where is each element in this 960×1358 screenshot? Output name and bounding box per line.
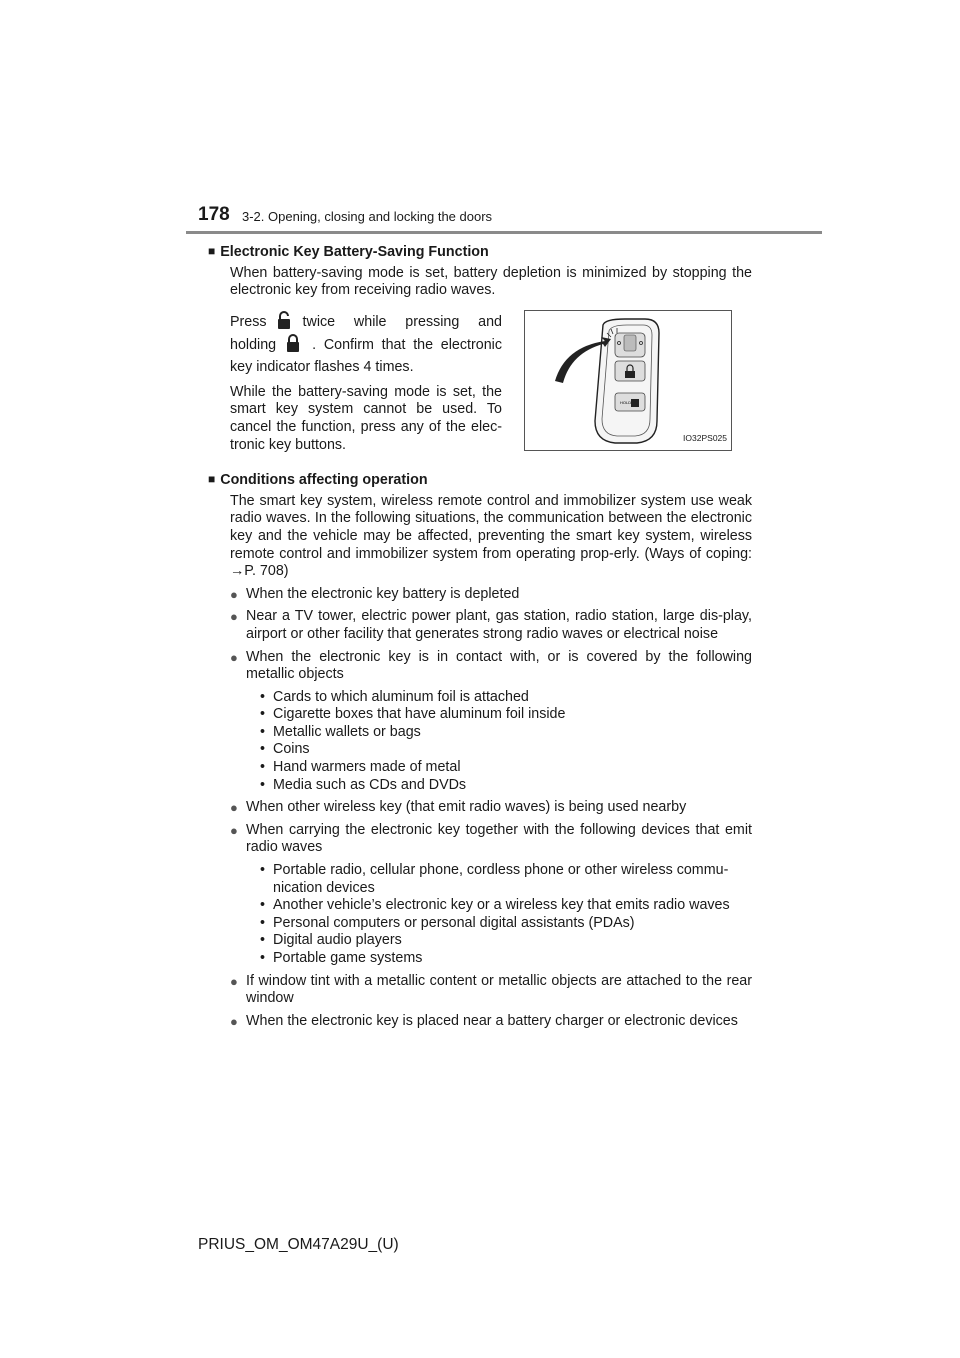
- condition-sublist: [208, 862, 752, 968]
- sub-list-text: Hand warmers made of metal: [273, 759, 461, 776]
- sub-list-text: Coins: [273, 741, 310, 758]
- small-bullet-icon: •: [260, 862, 266, 879]
- round-bullet-icon: ●: [230, 973, 238, 989]
- section-title: 3-2. Opening, closing and locking the doors: [242, 209, 493, 224]
- footer-doc-code: PRIUS_OM_OM47A29U_(U): [198, 1236, 399, 1253]
- small-bullet-icon: •: [260, 897, 266, 914]
- sub-list-text: Digital audio players: [273, 932, 402, 949]
- sub-list-item: [260, 759, 752, 777]
- battery-saving-intro: When battery-saving mode is set, battery depletion is minimized by stopping the electronic key from receiving radio waves.: [230, 264, 752, 299]
- condition-item: [230, 1013, 752, 1031]
- small-bullet-icon: •: [260, 741, 266, 758]
- small-bullet-icon: •: [260, 688, 266, 705]
- small-bullet-icon: •: [260, 776, 266, 793]
- condition-item: [230, 586, 752, 604]
- condition-item: [230, 649, 752, 684]
- conditions-section: [208, 472, 752, 1030]
- condition-item: [230, 973, 752, 1008]
- small-bullet-icon: •: [260, 914, 266, 931]
- sub-list-item: [260, 777, 752, 795]
- sub-list-text: Another vehicle’s electronic key or a wireless key that emits radio waves: [273, 897, 730, 914]
- sub-list-item: [260, 689, 752, 707]
- page-content: [208, 244, 752, 1030]
- condition-text: When the electronic key battery is depleted: [246, 585, 520, 602]
- hold-label: HOLD: [620, 399, 632, 405]
- battery-saving-note: While the battery-saving mode is set, the smart key system cannot be used. To cancel the function, press any of the elec-tronic key buttons.: [230, 383, 502, 453]
- page-number: 178: [198, 204, 230, 225]
- sub-list-item: [260, 706, 752, 724]
- figure-code: IO32PS025: [683, 433, 727, 444]
- sub-list-text: Portable game systems: [273, 950, 423, 966]
- condition-sublist: [208, 689, 752, 795]
- sub-list-item: [260, 741, 752, 759]
- sub-list-text: Metallic wallets or bags: [273, 723, 421, 740]
- electronic-key-illustration: [525, 311, 731, 450]
- instruction-text: Press twice while pressing and holding . Confirm that the electronic key indicator flashes 4 times.: [230, 310, 502, 378]
- sub-list-text: Cards to which aluminum foil is attached: [273, 688, 529, 705]
- sub-list-text: Personal computers or personal digital assistants (PDAs): [273, 914, 635, 931]
- square-bullet-icon: ■: [208, 472, 216, 487]
- condition-item: [230, 822, 752, 857]
- unlock-icon: [275, 310, 295, 330]
- key-figure: [524, 310, 732, 451]
- sub-list-text: Cigarette boxes that have aluminum foil inside: [273, 706, 566, 723]
- condition-item: [230, 799, 752, 817]
- condition-text: When carrying the electronic key together with the following devices that emit radio waves: [246, 821, 752, 856]
- sub-list-item: [260, 915, 752, 933]
- lock-icon: [284, 333, 304, 353]
- round-bullet-icon: ●: [230, 649, 238, 665]
- small-bullet-icon: •: [260, 950, 266, 966]
- small-bullet-icon: •: [260, 759, 266, 776]
- sub-list-text: Media such as CDs and DVDs: [273, 776, 467, 793]
- small-bullet-icon: •: [260, 932, 266, 949]
- sub-list-item: [260, 724, 752, 742]
- conditions-heading: ■ Conditions affecting operation: [208, 472, 428, 489]
- square-bullet-icon: ■: [208, 244, 216, 258]
- small-bullet-icon: •: [260, 706, 266, 723]
- condition-text: If window tint with a metallic content or metallic objects are attached to the rear window: [246, 972, 752, 1007]
- condition-text: When the electronic key is in contact with, or is covered by the following metallic objects: [246, 648, 752, 683]
- condition-text: When the electronic key is placed near a battery charger or electronic devices: [246, 1012, 738, 1029]
- conditions-list: [208, 586, 752, 1031]
- sub-list-item: [260, 897, 752, 915]
- sub-list-item: [260, 862, 752, 897]
- sub-list-text: Portable radio, cellular phone, cordless phone or other wireless commu-nication devices: [273, 862, 729, 896]
- sub-list-item: [260, 950, 752, 968]
- round-bullet-icon: ●: [230, 1013, 238, 1029]
- battery-saving-instructions: [230, 310, 502, 460]
- round-bullet-icon: ●: [230, 822, 238, 838]
- conditions-intro: The smart key system, wireless remote control and immobilizer system use weak radio waves. In the following situations, the communication between the electronic key and the vehicle may be affected, preventing the smart key system, wireless remote control and immobilizer system from operating prop-erly. (Ways of coping: →P. 708): [230, 492, 752, 580]
- condition-text: When other wireless key (that emit radio waves) is being used nearby: [246, 799, 687, 816]
- battery-saving-row: [230, 310, 752, 460]
- round-bullet-icon: ●: [230, 609, 238, 625]
- condition-item: [230, 608, 752, 643]
- battery-saving-heading: ■ Electronic Key Battery-Saving Function: [208, 244, 489, 260]
- sub-list-item: [260, 932, 752, 950]
- header-rule: [186, 231, 822, 234]
- round-bullet-icon: ●: [230, 586, 238, 602]
- condition-text: Near a TV tower, electric power plant, gas station, radio station, large dis-play, airport or other facility that generates strong radio waves or electrical noise: [246, 608, 752, 642]
- round-bullet-icon: ●: [230, 800, 238, 816]
- small-bullet-icon: •: [260, 723, 266, 740]
